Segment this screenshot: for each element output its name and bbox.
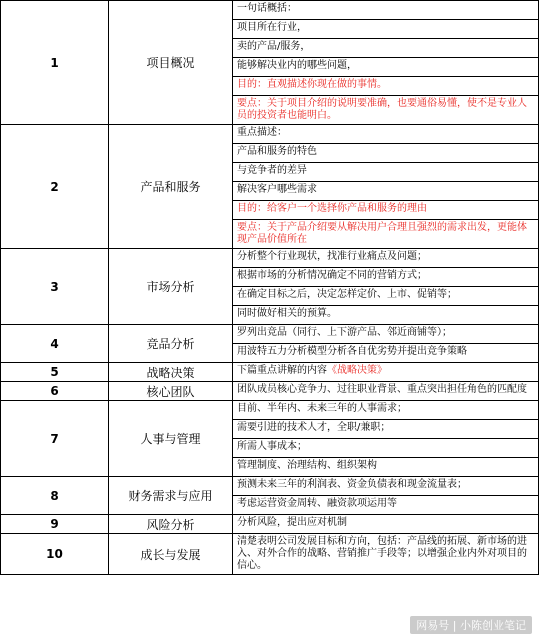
description-line [233, 439, 538, 458]
row-number: 7 [1, 401, 109, 477]
description-line [233, 268, 538, 287]
row-number: 9 [1, 515, 109, 534]
row-number: 6 [1, 382, 109, 401]
description-line [233, 96, 538, 124]
description-text: 分析整个行业现状，找准行业痛点及问题； [237, 251, 427, 262]
watermark: 网易号 | 小陈创业笔记 [410, 616, 532, 634]
description-line [233, 363, 538, 381]
section-name: 风险分析 [109, 515, 233, 534]
description-text: 重点描述： [237, 127, 287, 138]
description-text: 所需人事成本； [237, 441, 307, 452]
section-description [233, 477, 539, 515]
description-line [233, 163, 538, 182]
description-line [233, 420, 538, 439]
description-text: 分析风险，提出应对机制 [237, 517, 347, 528]
section-description [233, 125, 539, 249]
row-number: 3 [1, 249, 109, 325]
section-name: 项目概况 [109, 1, 233, 125]
table-row [1, 401, 539, 477]
table-row [1, 477, 539, 515]
description-text: 项目所在行业， [237, 22, 307, 33]
table-row [1, 249, 539, 325]
table-row [1, 325, 539, 363]
description-text: 团队成员核心竞争力、过往职业背景、重点突出担任角色的匹配度 [237, 384, 527, 395]
section-name: 核心团队 [109, 382, 233, 401]
row-number: 10 [1, 534, 109, 575]
table-row [1, 363, 539, 382]
table-row [1, 382, 539, 401]
table-row [1, 515, 539, 534]
section-name: 人事与管理 [109, 401, 233, 477]
description-text: 需要引进的技术人才，全职/兼职； [237, 422, 391, 433]
description-line [233, 201, 538, 220]
section-name: 财务需求与应用 [109, 477, 233, 515]
description-text: 解决客户哪些需求 [237, 184, 317, 195]
section-description [233, 363, 539, 382]
description-line [233, 249, 538, 268]
description-line [233, 496, 538, 514]
description-text: 能够解决业内的哪些问题， [237, 60, 357, 71]
section-name: 市场分析 [109, 249, 233, 325]
description-line [233, 515, 538, 533]
section-description [233, 325, 539, 363]
description-line [233, 344, 538, 362]
description-text: 罗列出竞品（同行、上下游产品、邻近商铺等）； [237, 327, 452, 338]
description-text: 下篇重点讲解的内容 [237, 365, 327, 376]
table-row [1, 125, 539, 249]
description-text: 目前、半年内、未来三年的人事需求； [237, 403, 407, 414]
description-text: 清楚表明公司发展目标和方向，包括：产品线的拓展、新市场的进入、对外合作的战略、营销推广手段等；以增强企业内外对项目的信心。 [237, 536, 527, 571]
description-text: 考虑运营资金周转、融资款项运用等 [237, 498, 397, 509]
description-line [233, 182, 538, 201]
description-line [233, 306, 538, 324]
description-line [233, 220, 538, 248]
section-description [233, 1, 539, 125]
description-line [233, 382, 538, 400]
row-number: 4 [1, 325, 109, 363]
description-line [233, 125, 538, 144]
description-text: 要点：关于产品介绍要从解决用户合理且强烈的需求出发，更能体现产品价值所在 [237, 222, 527, 245]
description-line [233, 477, 538, 496]
description-line [233, 287, 538, 306]
description-text: 在确定目标之后，决定怎样定价、上市、促销等； [237, 289, 457, 300]
description-line [233, 325, 538, 344]
row-number: 8 [1, 477, 109, 515]
section-description [233, 515, 539, 534]
description-line [233, 534, 538, 574]
description-line [233, 39, 538, 58]
description-text: 与竞争者的差异 [237, 165, 307, 176]
description-line [233, 401, 538, 420]
section-description [233, 249, 539, 325]
description-text: 卖的产品/服务， [237, 41, 311, 52]
description-text: 一句话概括： [237, 3, 297, 14]
description-line [233, 58, 538, 77]
description-line [233, 77, 538, 96]
section-description [233, 401, 539, 477]
section-name: 竞品分析 [109, 325, 233, 363]
section-description [233, 534, 539, 575]
description-text: 根据市场的分析情况确定不同的营销方式； [237, 270, 427, 281]
table-row [1, 1, 539, 125]
row-number: 1 [1, 1, 109, 125]
section-name: 成长与发展 [109, 534, 233, 575]
description-line [233, 20, 538, 39]
description-text: 目的：给客户一个选择你产品和服务的理由 [237, 203, 427, 214]
description-line [233, 1, 538, 20]
description-text: 预测未来三年的利润表、资金负债表和现金流量表； [237, 479, 467, 490]
row-number: 2 [1, 125, 109, 249]
section-description [233, 382, 539, 401]
description-text: 同时做好相关的预算。 [237, 308, 337, 319]
description-text: 用波特五力分析模型分析各自优劣势并提出竞争策略 [237, 346, 467, 357]
description-text: 产品和服务的特色 [237, 146, 317, 157]
section-name: 产品和服务 [109, 125, 233, 249]
section-name: 战略决策 [109, 363, 233, 382]
description-highlight: 《战略决策》 [327, 365, 387, 376]
description-text: 管理制度、治理结构、组织架构 [237, 460, 377, 471]
description-line [233, 144, 538, 163]
description-text: 目的：直观描述你现在做的事情。 [237, 79, 387, 90]
row-number: 5 [1, 363, 109, 382]
description-text: 要点：关于项目介绍的说明要准确，也要通俗易懂，使不是专业人员的投资者也能明白。 [237, 98, 527, 121]
description-line [233, 458, 538, 476]
table-row [1, 534, 539, 575]
